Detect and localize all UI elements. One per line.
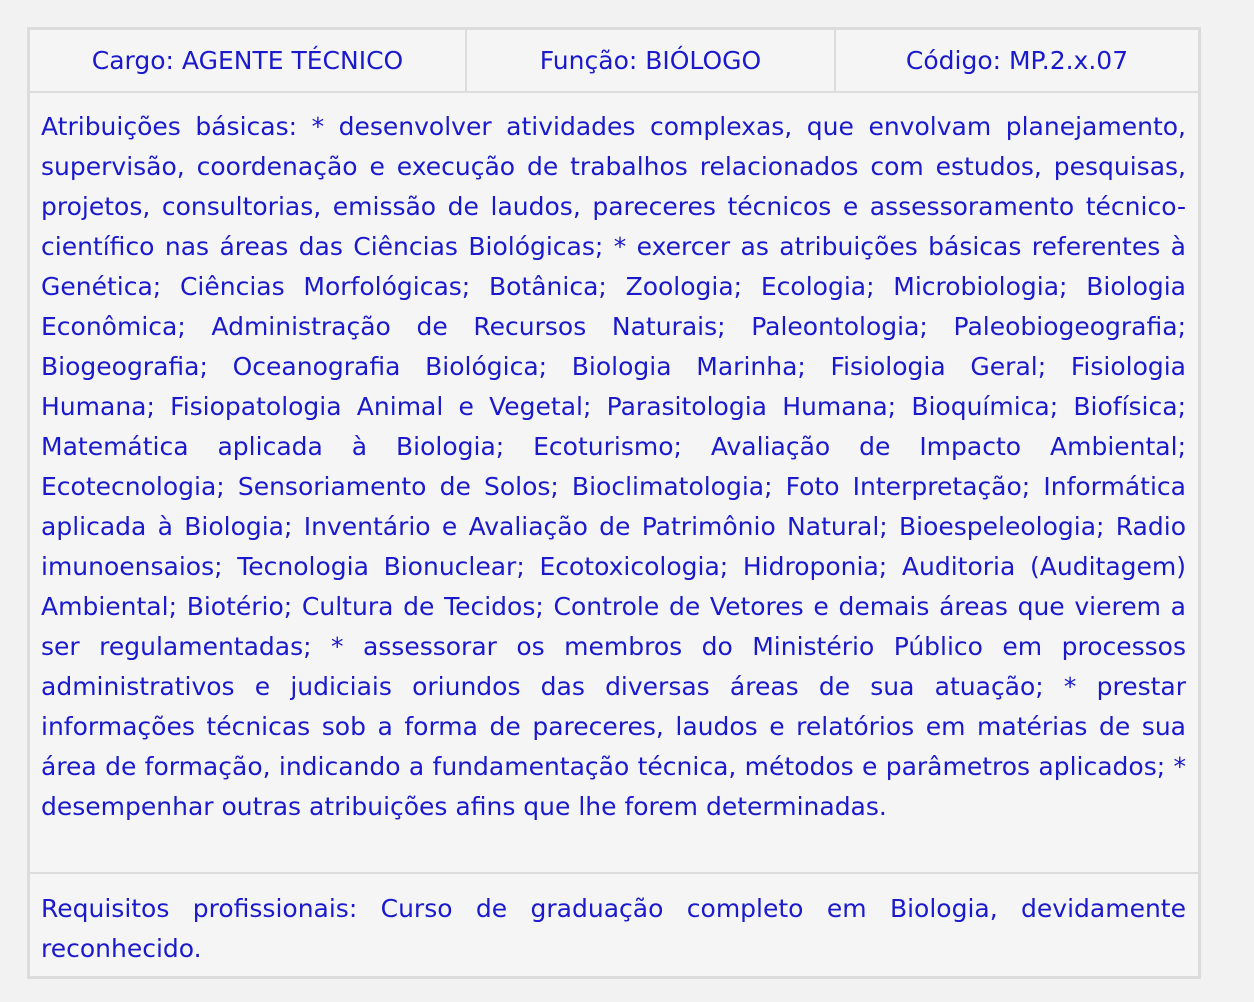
cargo-cell: Cargo: AGENTE TÉCNICO xyxy=(30,30,467,91)
requisitos-profissionais-text: Requisitos profissionais: Curso de graduação completo em Biologia, devidamente reconhecido. xyxy=(41,894,1186,963)
header-row xyxy=(30,30,1198,93)
job-description-table xyxy=(27,27,1201,979)
funcao-cell: Função: BIÓLOGO xyxy=(467,30,836,91)
codigo-cell: Código: MP.2.x.07 xyxy=(905,46,1129,75)
atribuicoes-basicas-text: Atribuições básicas: * desenvolver atividades complexas, que envolvam planejamento, supervisão, coordenação e execução de trabalhos relacionados com estudos, pesquisas, projetos, consultorias, emissão de laudos, pareceres técnicos e assessoramento técnico-científico nas áreas das Ciências Biológicas; * exercer as atribuições básicas referentes à Genética; Ciências Morfológicas; Botânica; Zoologia; Ecologia; Microbiologia; Biologia Econômica; Administração de Recursos Naturais; Paleontologia; Paleobiogeografia; Biogeografia; Oceanografia Biológica; Biologia Marinha; Fisiologia Geral; Fisiologia Humana; Fisiopatologia Animal e Vegetal; Parasitologia Humana; Bioquímica; Biofísica; Matemática aplicada à Biologia; Ecoturismo; Avaliação de Impacto Ambiental; Ecotecnologia; Sensoriamento de Solos; Bioclimatologia; Foto Interpretação; Informática aplicada à Biologia; Inventário e Avaliação de Patrimônio Natural; Bioespeleologia; Radio imunoensaios; Tecnologia Bionuclear; Ecotoxicologia; Hidroponia; Auditoria (Auditagem) Ambiental; Biotério; Cultura de Tecidos; Controle de Vetores e demais áreas que vierem a ser regulamentadas; * assessorar os membros do Ministério Público em processos administrativos e judiciais oriundos das diversas áreas de sua atuação; * prestar informações técnicas sob a forma de pareceres, laudos e relatórios em matérias de sua área de formação, indicando a fundamentação técnica, métodos e parâmetros aplicados; * desempenhar outras atribuições afins que lhe forem determinadas. xyxy=(30,93,1198,874)
